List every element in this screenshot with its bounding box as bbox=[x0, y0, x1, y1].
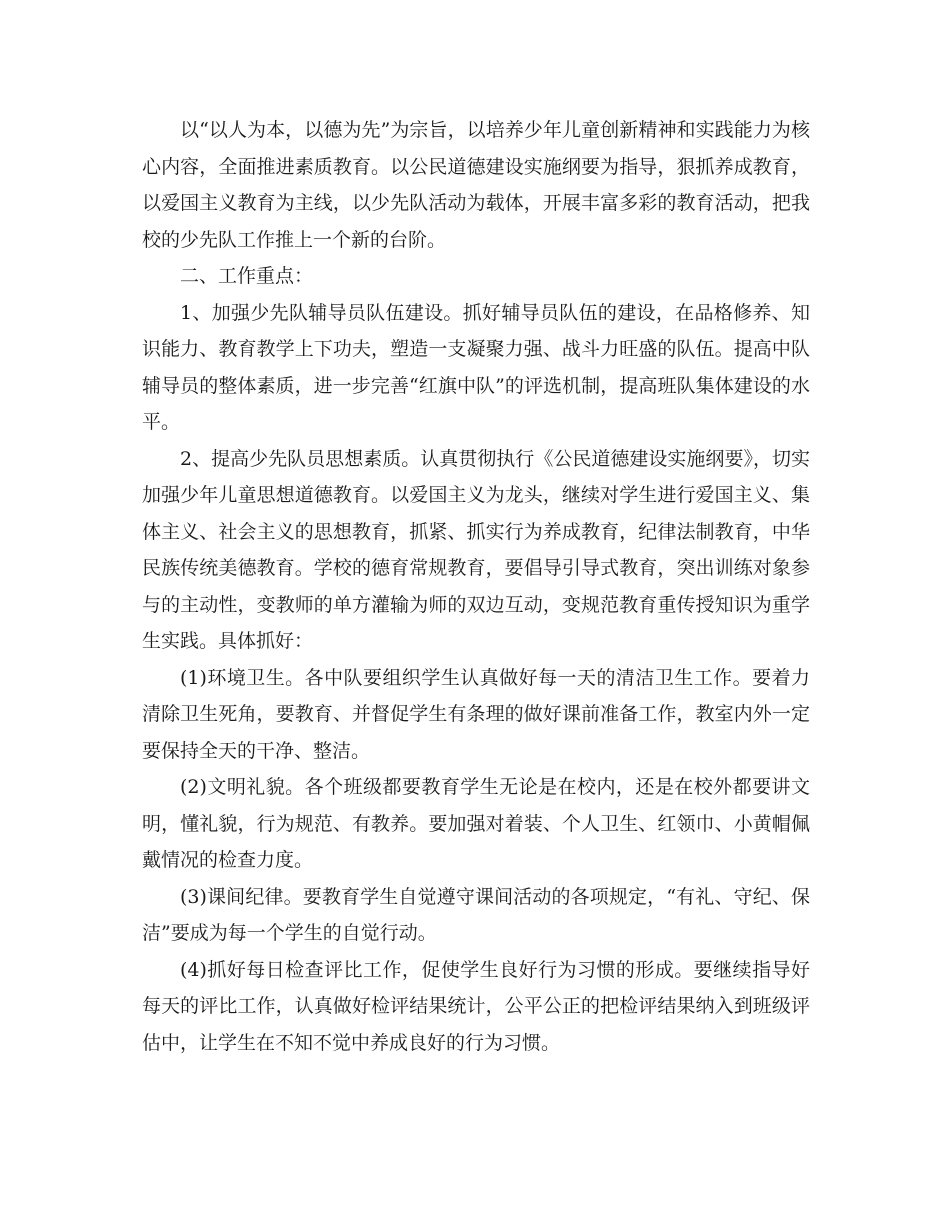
paragraph-item-2: 2、提高少先队员思想素质。认真贯彻执行《公民道德建设实施纲要》，切实加强少年儿童思想道德教育。以爱国主义为龙头，继续对学生进行爱国主义、集体主义、社会主义的思想教育，抓紧、抓实行为养成教育，纪律法制教育，中华民族传统美德教育。学校的德育常规教育，要倡导引导式教育，突出训练对象参与的主动性，变教师的单方灌输为师的双边互动，变规范教育重传授知识为重学生实践。具体抓好： bbox=[142, 447, 810, 652]
document-body bbox=[142, 112, 810, 1061]
paragraph-subitem-1: (1)环境卫生。各中队要组织学生认真做好每一天的清洁卫生工作。要着力清除卫生死角，要教育、并督促学生有条理的做好课前准备工作，教室内外一定要保持全天的干净、整洁。 bbox=[142, 666, 810, 762]
paragraph-item-1: 1、加强少先队辅导员队伍建设。抓好辅导员队伍的建设，在品格修养、知识能力、教育教学上下功夫，塑造一支凝聚力强、战斗力旺盛的队伍。提高中队辅导员的整体素质，进一步完善“红旗中队”的评选机制，提高班队集体建设的水平。 bbox=[142, 301, 810, 433]
section-heading-work-focus: 二、工作重点： bbox=[180, 265, 314, 287]
paragraph-subitem-2: (2)文明礼貌。各个班级都要教育学生无论是在校内，还是在校外都要讲文明，懂礼貌，行为规范、有教养。要加强对着装、个人卫生、红领巾、小黄帽佩戴情况的检查力度。 bbox=[142, 776, 810, 871]
paragraph-intro: 以“以人为本，以德为先”为宗旨，以培养少年儿童创新精神和实践能力为核心内容，全面推进素质教育。以公民道德建设实施纲要为指导，狠抓养成教育，以爱国主义教育为主线，以少先队活动为载体，开展丰富多彩的教育活动，把我校的少先队工作推上一个新的台阶。 bbox=[142, 119, 810, 251]
paragraph-subitem-3: (3)课间纪律。要教育学生自觉遵守课间活动的各项规定，“有礼、守纪、保洁”要成为每一个学生的自觉行动。 bbox=[142, 885, 810, 944]
paragraph-subitem-4: (4)抓好每日检查评比工作，促使学生良好行为习惯的形成。要继续指导好每天的评比工作，认真做好检评结果统计，公平公正的把检评结果纳入到班级评估中，让学生在不知不觉中养成良好的行为习惯。 bbox=[142, 958, 810, 1054]
